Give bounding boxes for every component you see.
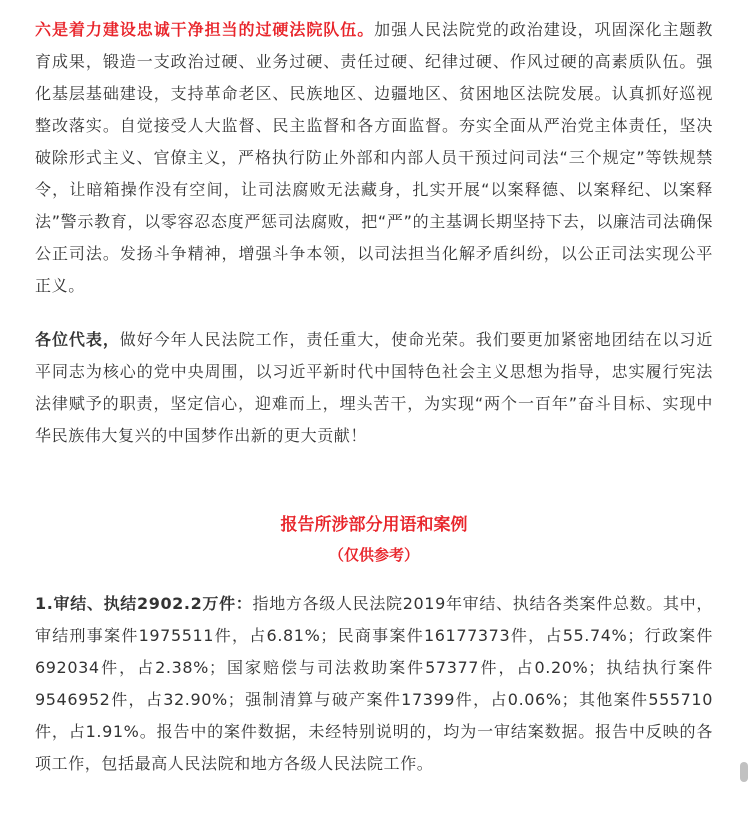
section-subtitle: （仅供参考）: [328, 546, 419, 564]
paragraph-six-heading: 六是着力建设忠诚干净担当的过硬法院队伍。: [35, 20, 375, 39]
scrollbar-thumb[interactable]: [740, 762, 748, 782]
term-one-heading: 1.审结、执结2902.2万件：: [35, 594, 253, 613]
paragraph-six-body: 加强人民法院党的政治建设，巩固深化主题教育成果，锻造一支政治过硬、业务过硬、责任过硬、纪律过硬、作风过硬的高素质队伍。强化基层基础建设，支持革命老区、民族地区、边疆地区、贫困地区法院发展。认真抓好巡视整改落实。自觉接受人大监督、民主监督和各方面监督。夯实全面从严治党主体责任，坚决破除形式主义、官僚主义，严格执行防止外部和内部人员干预过问司法“三个规定”等铁规禁令，让暗箱操作没有空间，让司法腐败无法藏身，扎实开展“以案释德、以案释纪、以案释法”警示教育，以零容忍态度严惩司法腐败，把“严”的主基调长期坚持下去，以廉洁司法确保公正司法。发扬斗争精神，增强斗争本领，以司法担当化解矛盾纠纷，以公正司法实现公平正义。: [35, 20, 713, 295]
paragraph-six: [35, 14, 713, 302]
section-spacer: [35, 452, 713, 510]
paragraph-delegates-heading: 各位代表，: [35, 330, 120, 349]
paragraph-delegates: [35, 324, 713, 452]
paragraph-delegates-body: 做好今年人民法院工作，责任重大，使命光荣。我们要更加紧密地团结在以习近平同志为核心的党中央周围，以习近平新时代中国特色社会主义思想为指导，忠实履行宪法法律赋予的职责，坚定信心，迎难而上，埋头苦干，为实现“两个一百年”奋斗目标、实现中华民族伟大复兴的中国梦作出新的更大贡献！: [35, 330, 713, 445]
term-one-body: 指地方各级人民法院2019年审结、执结各类案件总数。其中，审结刑事案件1975511件，占6.81%；民商事案件16177373件，占55.74%；行政案件692034件，占2.38%；国家赔偿与司法救助案件57377件，占0.20%；执结执行案件9546952件，占32.90%；强制清算与破产案件17399件，占0.06%；其他案件555710件，占1.91%。报告中的案件数据，未经特别说明的，均为一审结案数据。报告中反映的各项工作，包括最高人民法院和地方各级人民法院工作。: [35, 594, 713, 773]
term-one-paragraph: [35, 588, 713, 780]
section-title: 报告所涉部分用语和案例: [280, 515, 468, 535]
article-body: [35, 14, 713, 780]
